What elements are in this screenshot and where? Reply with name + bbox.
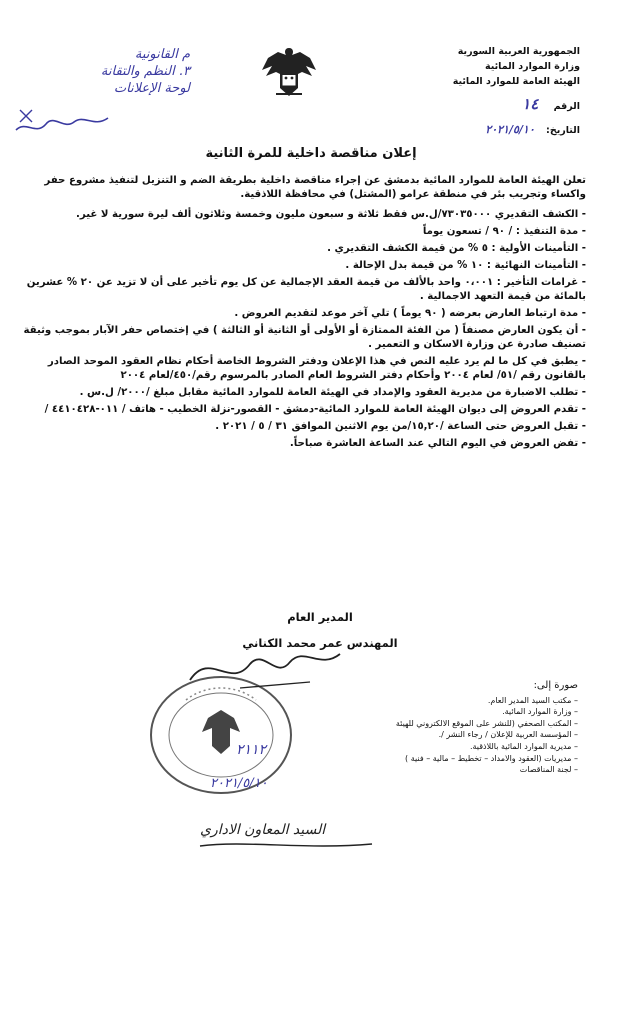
list-item: – وزارة الموارد المائية. [358,706,578,718]
list-item: - يطبق في كل ما لم يرد عليه النص في هذا الإعلان ودفتر الشروط الخاصة أحكام نظام العقود الموحد الصادر بالقانون رقم /٥١/ لعام ٢٠٠٤ وأحكام دفتر الشروط العام الصادر بالمرسوم رقم/٤٥٠/لعام ٢٠٠٤ [20,355,586,383]
handwritten-routing-notes [30,46,190,97]
list-item: - التأمينات الأولية : ٥ % من قيمة الكشف التقديري . [20,242,586,256]
list-item: - الكشف التقديري ٧٣٠٣٥٠٠٠/ل.س فقط ثلاثة و سبعون مليون وخمسة وثلاثون ألف ليرة سورية لا غير. [20,208,586,222]
announcement-title: إعلان مناقصة داخلية للمرة الثانية [205,146,417,161]
list-item: – مديريات (العقود والامداد – تخطيط – مالية – فنية ) [358,753,578,765]
signatory-role: المدير العام [287,610,353,624]
list-item: - مدة التنفيذ : / ٩٠ / تسعون يوماً [20,225,586,239]
handwritten-signature-icon [180,640,350,700]
copies-list [358,680,578,776]
reference-value: ١٤ [522,95,539,113]
handwritten-receipt-number: ٢١١٢ [236,742,267,758]
list-item: - التأمينات النهائية : ١٠ % من قيمة بدل الإحالة . [20,259,586,273]
list-item: - أن يكون العارض مصنفاً ( من الفئة الممتازة أو الأولى أو الثانية أو الثالثة ) في إختصاص حفر الآبار بموجب وثيقة تصنيف صادرة عن وزارة الاسكان و التعمير . [20,324,586,352]
list-item: - تقبل العروض حتى الساعة /١٥,٢٠/من يوم الاثنين الموافق ٣١ / ٥ / ٢٠٢١ . [20,420,586,434]
list-item: - تطلب الاضبارة من مديرية العقود والإمداد في الهيئة العامة للموارد المائية مقابل مبلغ /٢٠٠٠/ ل.س . [20,386,586,400]
list-item: – مكتب السيد المدير العام. [358,695,578,707]
list-item: - تقدم العروض إلى ديوان الهيئة العامة للموارد المائية-دمشق - القصور-نزلة الخطيب - هاتف / ٠١١-٤٤١٠٤٢٨ / [20,403,586,417]
letterhead-country: الجمهورية العربية السورية [457,46,580,57]
intro-paragraph: تعلن الهيئة العامة للموارد المائية بدمشق عن إجراء مناقصة داخلية بطريقة الضم و التنزيل لتنفيذ مشروع حفر واكساء وتجريب بئر في منطقة عرامو (المشتل) في محافظة اللاذقية. [44,175,586,200]
date-label: التاريخ: [546,125,580,136]
reference-label: الرقم [553,101,580,112]
announcement-body [20,174,586,454]
handwritten-scribble-icon [12,100,112,140]
list-item: - تفض العروض في اليوم التالي عند الساعة العاشرة صباحاً. [20,437,586,451]
list-item: – المؤسسة العربية للإعلان / رجاء النشر /. [358,729,578,741]
letterhead-ministry: وزارة الموارد المائية [484,61,580,72]
list-item: - مدة ارتباط العارض بعرضه ( ٩٠ يوماً ) تلي آخر موعد لتقديم العروض . [20,307,586,321]
handwritten-note-2: ٣. النظم والتقانة [100,64,190,79]
handwritten-referral-note: السيد المعاون الاداري [200,822,326,838]
list-item: – مديرية الموارد المائية باللاذقية. [358,741,578,753]
date-value: ٢٠٢١/٥/١٠ [485,123,535,136]
handwritten-underline-icon [196,838,376,852]
list-item: – لجنة المناقصات [358,764,578,776]
document-date [400,122,580,138]
letterhead-authority: الهيئة العامة للموارد المائية [452,76,580,87]
eagle-emblem-icon [258,44,320,102]
handwritten-note-1: م القانونية [134,47,190,62]
handwritten-receipt-date: ٢٠٢١/٥/١٠ [210,776,268,791]
handwritten-note-3: لوحة الإعلانات [113,81,190,96]
reference-number [400,97,580,114]
list-item: - غرامات التأخير : ٠،٠٠١ واحد بالألف من قيمة العقد الإجمالية عن كل يوم تأخير على أن لا تزيد عن ٢٠ % عشرين بالمائة من قيمة التعهد الاجمالية . [20,276,586,304]
list-item: – المكتب الصحفي (للنشر على الموقع الالكتروني للهيئة [358,718,578,730]
letterhead [400,44,580,138]
copies-heading: صورة إلى: [533,680,578,691]
signatory-name: المهندس عمر محمد الكناني [242,636,398,650]
